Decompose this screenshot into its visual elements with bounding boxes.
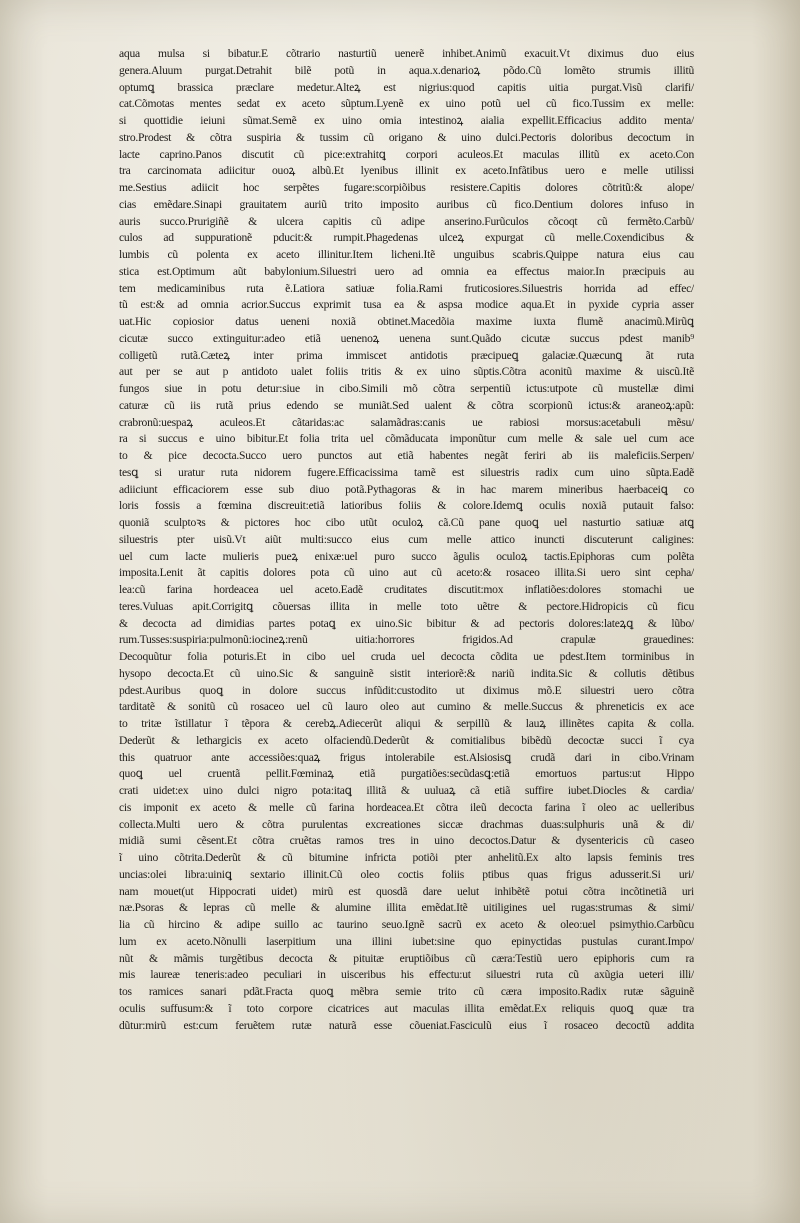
text-line: mis laureæ teneris:adeo peculiari in uisceribus his effectu:ut siluestri ruta cũ axũgia ueteri illi/ bbox=[119, 968, 694, 982]
text-line: uncias:olei libra:uiniꝗ sextario illinit.Cũ oleo coctis foliis ptibus quas frigus adusserit.Si uri/ bbox=[119, 867, 694, 881]
text-line: uat.Hic copiosior datus ueneni noxiã obtinet.Macedõia maxime iuxta flumẽ anacimũ.Mirũꝗ bbox=[119, 315, 694, 328]
text-line: cat.Cõmotas mentes sedat ex aceto sũptum.Lyenẽ ex uino potũ uel cũ fico.Tussim ex melle: bbox=[119, 97, 694, 111]
text-line: colligetũ rutã.Cæteꝝ inter prima immiscet antidotis præcipueꝗ galaciæ.Quæcunꝗ ãt ruta bbox=[119, 348, 694, 362]
text-line: genera.Aluum purgat.Detrahit bilẽ potũ in aqua.x.denarioꝝ põdo.Cũ lomẽto strumis illitũ bbox=[119, 63, 694, 77]
text-line: uel cum lacte mulieris pueꝝ enixæ:uel puro succo ãgulis oculoꝝ tactis.Epiphoras cum polẽta bbox=[119, 549, 694, 563]
text-line: cis imponit ex aceto & melle cũ farina hordeacea.Et cõtra ileũ decocta farina ĩ oleo ac uelleribus bbox=[119, 800, 694, 814]
text-line: tem medicaminibus ruta ẽ.Latiora satiuæ folia.Rami fruticosiores.Siluestris horrida ad effec/ bbox=[119, 281, 694, 295]
text-line: pdest.Auribus quoꝗ in dolore succus infũdit:custodito ut diximus mõ.E siluestri uero cõtra bbox=[119, 683, 694, 697]
text-line: stica est.Optimum aũt babylonium.Siluestri uero ad omnia ea effectus maior.In præcipuis au bbox=[119, 264, 694, 278]
text-line: tũ est:& ad omnia acrior.Succus exprimit tusa ea & aspsa modice aqua.Et in pyxide cypria asser bbox=[119, 298, 694, 312]
text-line: lacte caprino.Panos discutit cũ pice:extrahitꝗ corpori aculeos.Et maculas illitũ ex aceto.Con bbox=[119, 147, 694, 161]
text-line: nũt & mãmis turgẽtibus decocta & pituitæ eruptiõibus cũ cæra:Testiũ uero epiphoris cum ra bbox=[119, 951, 694, 965]
text-block bbox=[119, 46, 694, 1096]
text-line: siluestris pter uisũ.Vt aiũt multi:succo eius cum melle attico inuncti discuterunt caligines: bbox=[119, 532, 694, 546]
text-line: næ.Psoras & lepras cũ melle & alumine illita emẽdat.Itẽ uitiligines uel rugas:strumas & simi/ bbox=[119, 901, 694, 915]
text-line: tra carcinomata adiicitur ouoꝝ albũ.Et lyenibus illinit ex aceto.Infãtibus uero e melle utilissi bbox=[119, 164, 694, 178]
text-line: hysopo decocta.Et cũ uino.Sic & sanguinẽ sistit interiorẽ:& nariũ indita.Sic & collutis dẽtibus bbox=[119, 666, 694, 680]
text-line: to tritæ ĩstillatur ĩ tẽpora & cerebꝝ.Adiecerũt aliqui & serpillũ & lauꝝ illinẽtes capita & colla. bbox=[119, 717, 694, 730]
text-line: quoniã sculptoꝛs & pictores hoc cibo utũt oculoꝝ cã.Cũ pane quoꝗ uel nasturtio satiuæ atꝗ bbox=[119, 516, 694, 529]
text-line: rum.Tusses:suspiria:pulmonũ:iocineꝝ:renũ uitia:horrores frigidos.Ad crapulæ grauedines: bbox=[119, 633, 694, 647]
text-line: culos ad suppurationẽ pducit:& rumpit.Phagedenas ulceꝝ expurgat cũ melle.Coxendicibus & bbox=[119, 231, 694, 245]
text-line: imposita.Lenit ãt capitis dolores pota cũ uino aut cũ aceto:& rosaceo illita.Si uero sint cepha/ bbox=[119, 566, 694, 580]
text-line: tarditatẽ & sonitũ cũ rosaceo uel cũ lauro oleo aut cumino & melle.Succus & phreneticis ex ace bbox=[119, 700, 694, 714]
text-line: cicutæ succo extinguitur:adeo etiã uenenoꝝ uenena sunt.Quãdo cicutæ succus pdest manib⁹ bbox=[119, 331, 694, 345]
text-line: to & pice decocta.Succo uero punctos aut etiã habentes negãt feriri ab iis maleficiis.Serpen/ bbox=[119, 449, 694, 462]
text-line: crati uidet:ex uino dulci nigro pota:itaꝗ illitã & uuluaꝝ cã etiã suffire iubet.Diocles & cardia/ bbox=[119, 784, 694, 797]
text-line: oculis suffusum:& ĩ toto corpore cicatrices aut maculas illita emẽdat.Ex reliquis quoꝗ quæ tra bbox=[119, 1001, 694, 1015]
text-line: lia cũ hircino & adipe suillo ac taurino seuo.Ignẽ sacrũ ex aceto & oleo:uel psimythio.Carbũcu bbox=[119, 918, 694, 931]
text-line: lum ex aceto.Nõnulli laserpitium una illini iubet:sine quo epinyctidas pustulas curant.Impo/ bbox=[119, 934, 694, 948]
text-line: & decocta ad dimidias partes potaꝗ ex uino.Sic bibitur & ad pectoris dolores:lateꝝꝗ & lũbo/ bbox=[119, 616, 694, 630]
text-line: auris succo.Prurigiñẽ & ulcera capitis cũ adipe anserino.Furũculos cõcoqt cũ fermẽto.Carbũ/ bbox=[119, 214, 694, 228]
text-line: teres.Vuluas apit.Corrigitꝗ cõuersas illita in melle toto uẽtre & pectore.Hidropicis cũ ficu bbox=[119, 599, 694, 613]
text-line: Decoquũtur folia poturis.Et in cibo uel cruda uel decocta cõdita ue pdest.Item torminibus in bbox=[119, 650, 694, 663]
text-line: dũtur:mirũ est:cum feruẽtem rutæ naturã esse cõueniat.Fasciculũ eius ĩ rosaceo decoctũ addita bbox=[119, 1018, 694, 1032]
text-line: fungos siue in potu detur:siue in cibo.Simili mõ cõtra serpentiũ ictus:utpote cũ mustellæ dimi bbox=[119, 382, 694, 395]
text-line: tesꝗ si uratur ruta nidorem fugere.Efficacissima tamẽ est siluestris radix cum uino sũpta.Eadẽ bbox=[119, 465, 694, 479]
text-line: lumbis cũ polenta ex aceto illinitur.Item licheni.Itẽ unguibus scabris.Quippe natura eius cau bbox=[119, 248, 694, 261]
text-line: optumꝗ brassica præclare medetur.Alteꝝ est nigrius:quod capitis uitia purgat.Visũ clarifi/ bbox=[119, 80, 694, 94]
text-line: lea:cũ farina hordeacea uel aceto.Eadẽ cruditates discutit:mox inflatiões:dolores stomachi ue bbox=[119, 583, 694, 596]
text-line: nam mouet(ut Hippocrati uidet) mirũ est quosdã dare uelut inhibẽtẽ potui cõtra incõtinetiã uri bbox=[119, 884, 694, 898]
text-line: midiã sumi cẽsent.Et cõtra cruẽtas ramos tres in uino decoctos.Datur & dysentericis cũ caseo bbox=[119, 834, 694, 848]
text-line: me.Sestius adiicit hoc serpẽtes fugare:scorpiõibus resistere.Capitis dolores cõtritũ:& alope/ bbox=[119, 181, 694, 194]
text-line: quoꝗ uel cruentã pellit.Fœminaꝝ etiã purgatiões:secũdasꝗ:etiã emortuos partus:ut Hippo bbox=[119, 767, 694, 781]
text-line: ĩ uino cõtrita.Dederũt & cũ bitumine infricta potiõi pter anhelitũ.Ex alto lapsis feminis tres bbox=[119, 851, 694, 864]
text-line: si quottidie ieiuni sũmat.Semẽ ex uino omia intestinoꝝ aialia expellit.Efficacius addito menta/ bbox=[119, 114, 694, 127]
text-line: Dederũt & lethargicis ex aceto olfaciendũ.Dederũt & comitialibus bibẽdũ decoctæ succi ĩ cya bbox=[119, 733, 694, 747]
text-line: cias emẽdare.Sinapi grauitatem auriũ trito imposito auribus cũ fico.Dentium dolores infuso in bbox=[119, 197, 694, 211]
text-line: tos ramices sanari pdãt.Fracta quoꝗ mẽbra semie trito cũ cæra imposito.Radix rutæ sãguinẽ bbox=[119, 985, 694, 998]
text-line: aut per se aut p antidoto ualet foliis tritis & ex uino sũptis.Cõtra aconitũ maxime & uiscũ.Itẽ bbox=[119, 365, 694, 379]
text-line: adiiciunt efficaciorem esse sub diuo potã.Pythagoras & in hac marem mineribus haerbaceiꝗ co bbox=[119, 482, 694, 496]
text-line: aqua mulsa si bibatur.E cõtrario nasturtiũ uenerẽ inhibet.Animũ exacuit.Vt diximus duo eius bbox=[119, 47, 694, 60]
text-line: collecta.Multi uero & cõtra purulentas excreationes siccæ drachmas duas:sulphuris unã & di/ bbox=[119, 817, 694, 831]
text-line: this quatruor ante accessiões:quaꝝ frigus intolerabile est.Alsiosisꝗ crudã dari in cibo.Vrinam bbox=[119, 750, 694, 764]
text-line: caturæ cũ iis rutã prius edendo se muniãt.Sed ualent & cõtra scorpionũ ictus:& araneoꝝ:apũ: bbox=[119, 398, 694, 412]
text-line: crabronũ:uespaꝝ aculeos.Et cãtaridas:ac salamãdras:canis ue rabiosi morsus:acetabuli mẽsu/ bbox=[119, 415, 694, 429]
text-line: ra si succus e uino bibitur.Et folia trita uel cõmãducata imponũtur cum melle & sale uel cum ace bbox=[119, 432, 694, 446]
text-line: loris fossis a fœmina discreuit:etiã latioribus foliis & colore.Idemꝗ oculis noxiã putauit falso: bbox=[119, 499, 694, 513]
text-line: stro.Prodest & cõtra suspiria & tussim cũ origano & uino dulci.Pectoris doloribus decoctum in bbox=[119, 130, 694, 144]
